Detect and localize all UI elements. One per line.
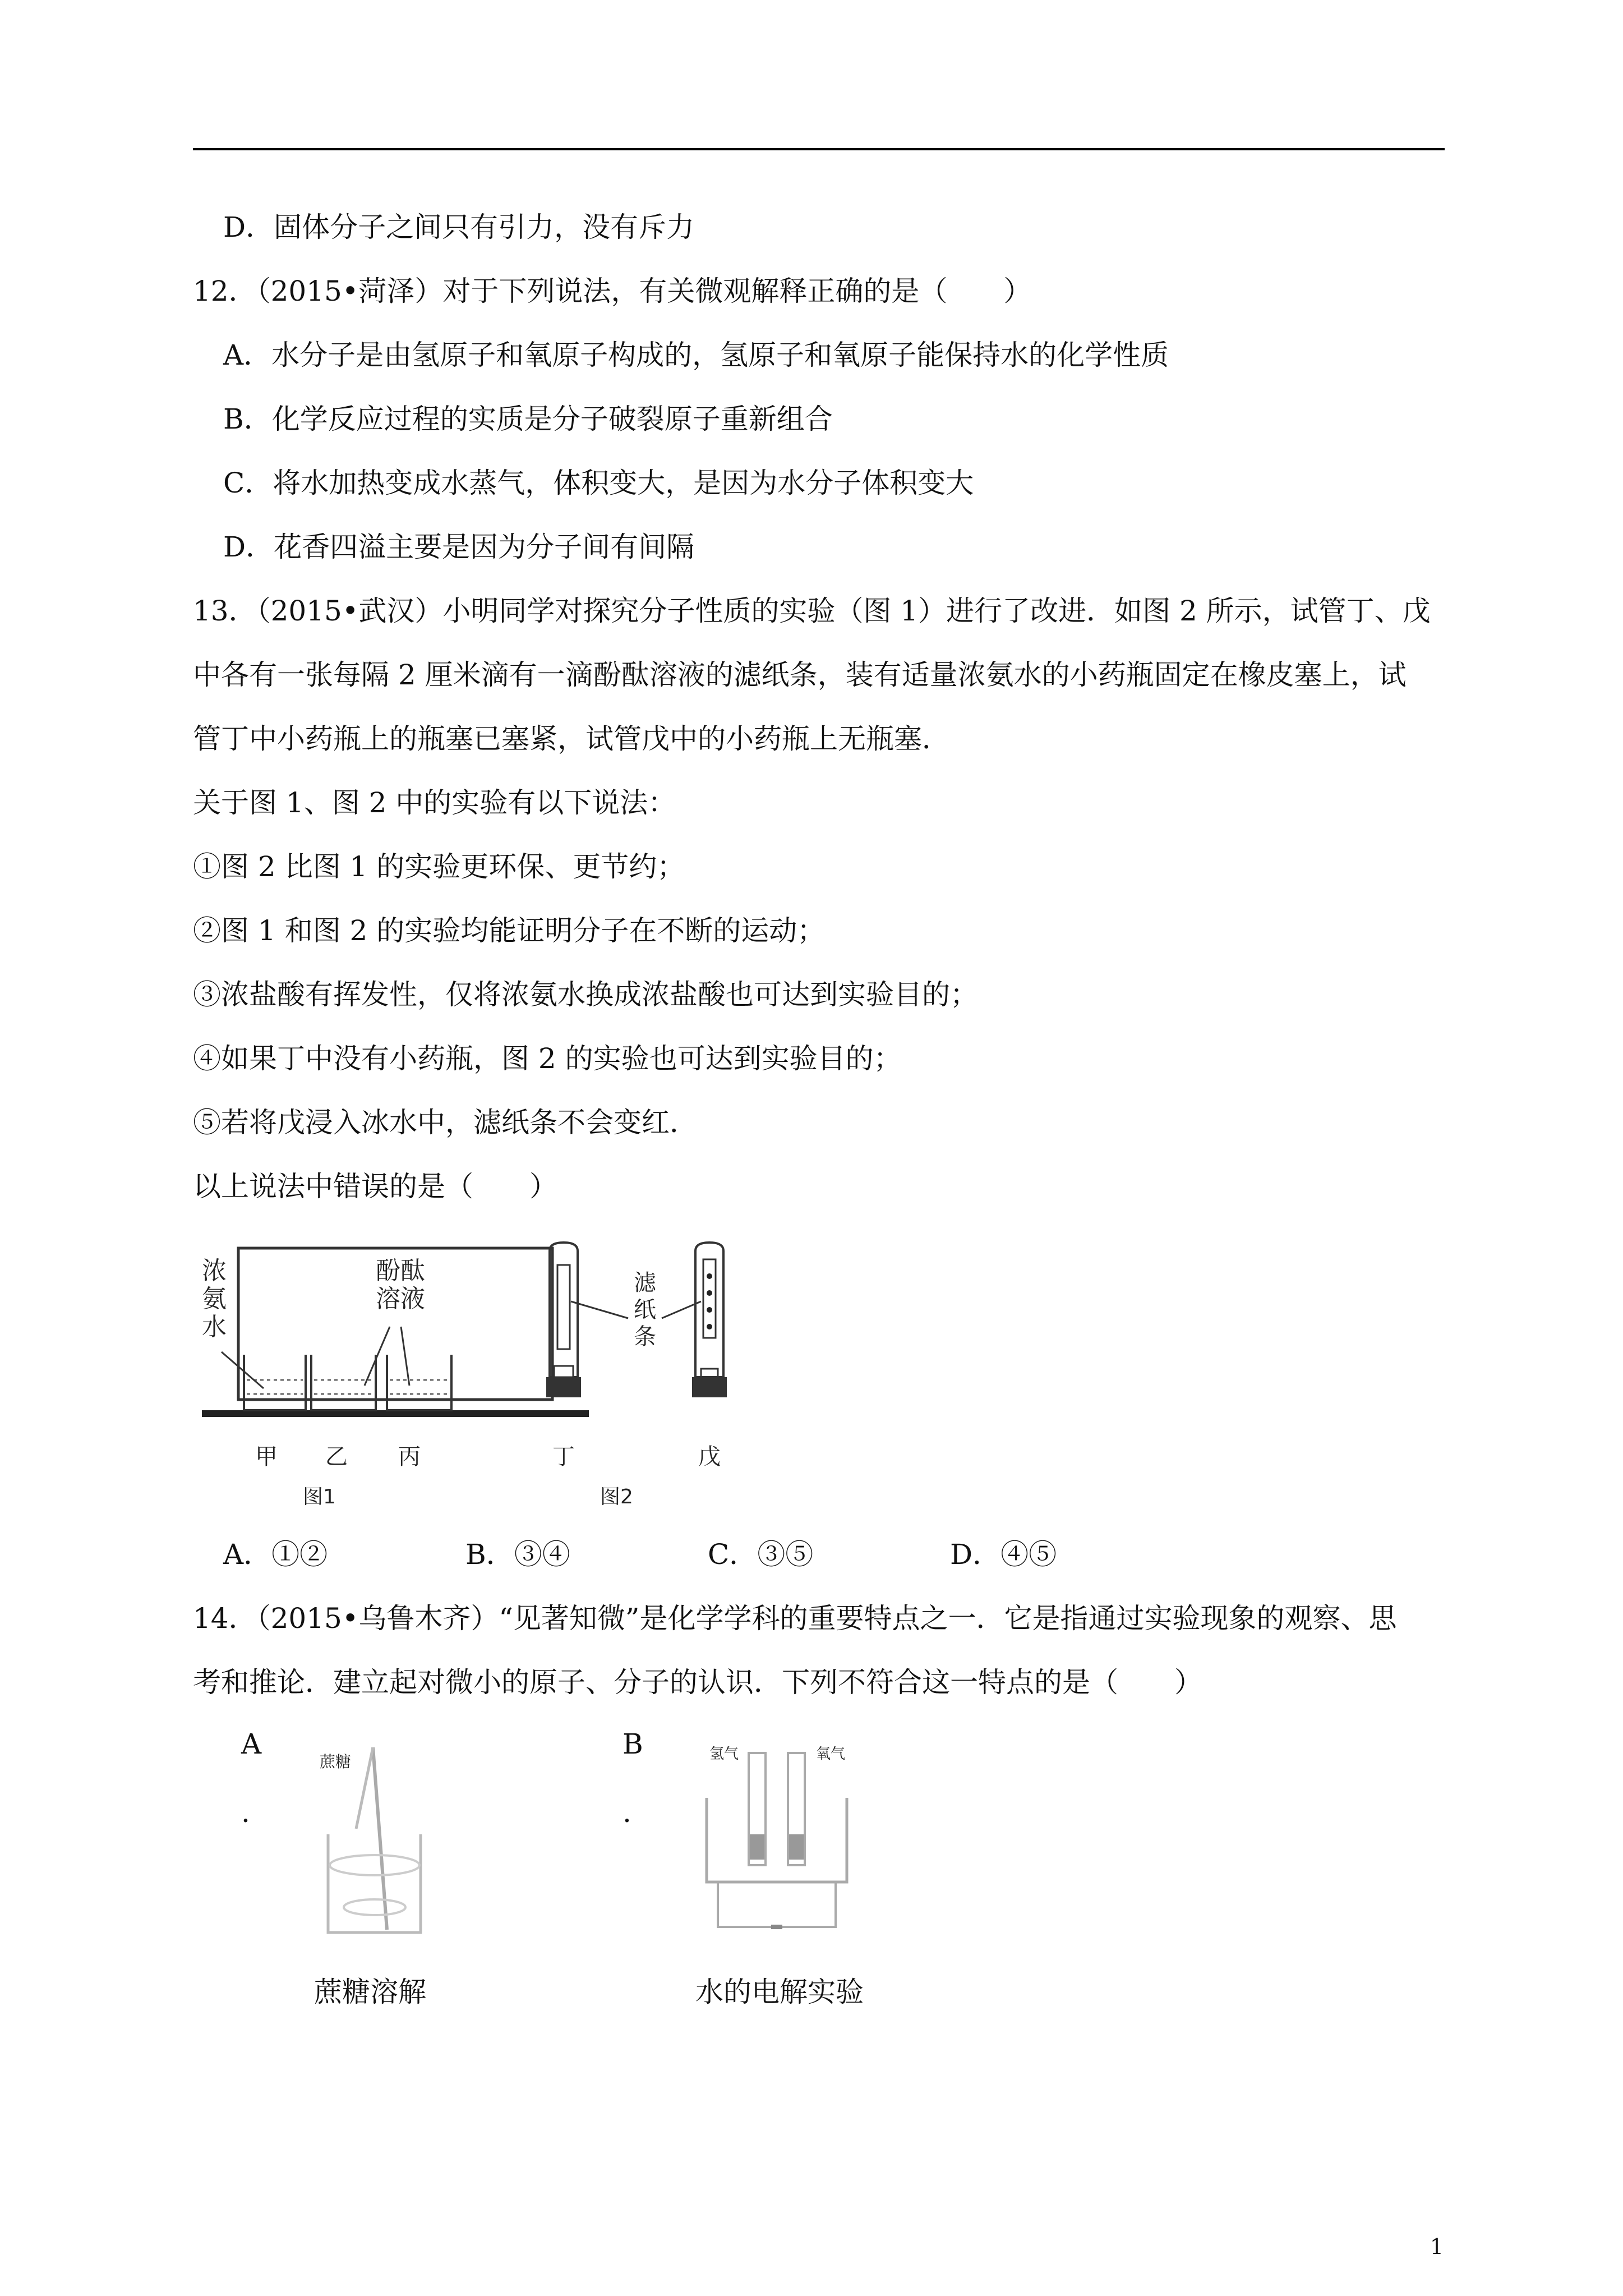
q12-option-c: C．将水加热变成水蒸气，体积变大，是因为水分子体积变大 [223, 467, 974, 499]
figure-1-caption: 图1 [303, 1485, 336, 1508]
test-tube-wu [692, 1243, 727, 1397]
sugar-dissolving-image [303, 1739, 437, 1941]
test-tube-ding [546, 1243, 581, 1397]
q13-statement-4: ④如果丁中没有小药瓶，图 2 的实验也可达到实验目的； [193, 1042, 902, 1075]
q12-option-a: A．水分子是由氢原子和氧原子构成的，氢原子和氧原子能保持水的化学性质 [223, 339, 1169, 371]
beaker-label-bing: 丙 [398, 1444, 421, 1470]
beaker-jia [244, 1355, 306, 1410]
fig2-label-middle-2: 纸 [634, 1297, 656, 1323]
q13-stem-line2: 中各有一张每隔 2 厘米滴有一滴酚酞溶液的滤纸条，装有适量浓氨水的小药瓶固定在橡皮塞上，试 [193, 659, 1407, 691]
q14-option-b-caption: 水的电解实验 [695, 1976, 864, 2008]
header-rule [193, 148, 1445, 150]
q12-option-d: D．花香四溢主要是因为分子间有间隔 [223, 531, 695, 563]
q14-option-a-letter: A [241, 1728, 262, 1760]
q13-option-b: B．③④ [465, 1538, 570, 1571]
fig1-label-right-1: 酚酞 [376, 1257, 425, 1285]
oxygen-label: 氧气 [816, 1746, 846, 1763]
q14-option-b-letter: B [623, 1728, 643, 1760]
figure-2-caption: 图2 [600, 1485, 633, 1508]
water-electrolysis-image [687, 1736, 866, 1938]
q13-statement-2: ②图 1 和图 2 的实验均能证明分子在不断的运动； [193, 914, 826, 947]
beaker-label-yi: 乙 [325, 1444, 348, 1470]
q12-stem: 12．（2015•菏泽）对于下列说法，有关微观解释正确的是（ ） [193, 275, 1032, 307]
fig1-label-right-2: 溶液 [376, 1285, 425, 1313]
tube-label-ding: 丁 [552, 1444, 575, 1470]
beaker-bing [387, 1355, 451, 1410]
q14-stem-line1: 14．（2015•乌鲁木齐）“见著知微”是化学学科的重要特点之一．它是指通过实验现象的观察、思 [193, 1602, 1397, 1635]
q14-option-a-dot: . [241, 1796, 250, 1829]
fig1-label-left-2: 氨 [202, 1285, 227, 1313]
figure-2-diagram [538, 1234, 774, 1515]
q13-option-c: C．③⑤ [708, 1538, 814, 1571]
fig1-label-left-1: 浓 [202, 1257, 227, 1285]
q13-stem-line1: 13．（2015•武汉）小明同学对探究分子性质的实验（图 1）进行了改进．如图 2 所示，试管丁、戊 [193, 595, 1431, 627]
tube-label-wu: 戊 [698, 1444, 721, 1470]
q13-statement-3: ③浓盐酸有挥发性，仅将浓氨水换成浓盐酸也可达到实验目的； [193, 978, 978, 1011]
q14-stem-line2: 考和推论．建立起对微小的原子、分子的认识．下列不符合这一特点的是（ ） [193, 1666, 1202, 1699]
q13-statement-5: ⑤若将戊浸入冰水中，滤纸条不会变红． [193, 1106, 698, 1139]
q13-option-d: D．④⑤ [950, 1538, 1057, 1571]
q13-stem-line3: 管丁中小药瓶上的瓶塞已塞紧，试管戊中的小药瓶上无瓶塞． [193, 723, 950, 755]
fig2-label-middle-1: 滤 [634, 1270, 656, 1296]
q13-question: 以上说法中错误的是（ ） [193, 1170, 557, 1203]
q14-option-a-caption: 蔗糖溶解 [314, 1976, 426, 2008]
sugar-image-label: 蔗糖 [320, 1752, 352, 1771]
hydrogen-label: 氢气 [709, 1746, 739, 1763]
q13-statement-1: ①图 2 比图 1 的实验更环保、更节约； [193, 850, 685, 883]
q14-option-b-dot: . [623, 1796, 631, 1829]
page-number: 1 [1430, 2234, 1444, 2259]
beaker-label-jia: 甲 [255, 1444, 278, 1470]
q11-option-d: D．固体分子之间只有引力，没有斥力 [223, 211, 695, 243]
q13-option-a: A．①② [223, 1538, 328, 1571]
q13-stem-line4: 关于图 1、图 2 中的实验有以下说法： [193, 786, 676, 819]
fig1-label-left-3: 水 [202, 1313, 227, 1341]
q12-option-b: B．化学反应过程的实质是分子破裂原子重新组合 [223, 403, 833, 435]
fig2-label-middle-3: 条 [634, 1324, 656, 1350]
